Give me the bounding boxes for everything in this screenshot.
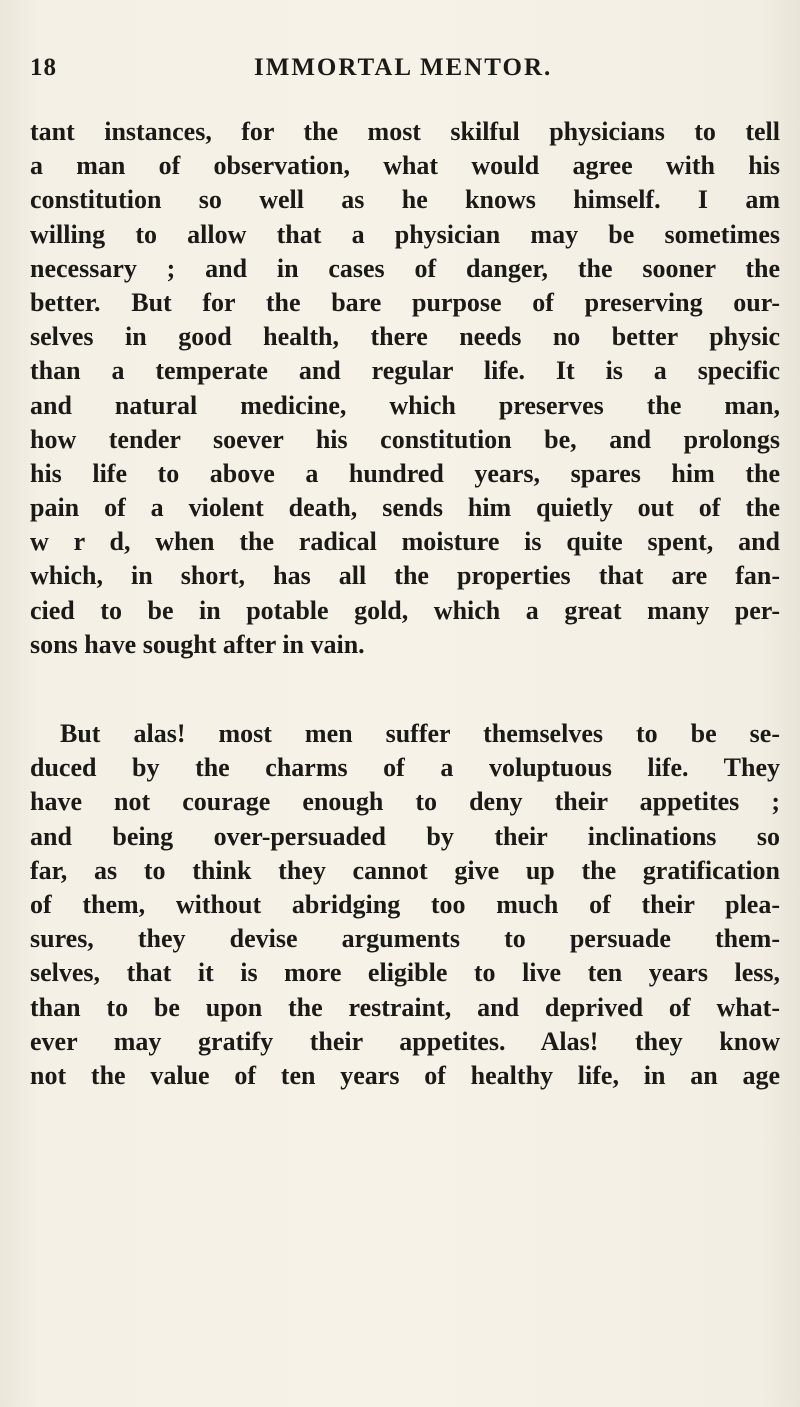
text-line: tant instances, for the most skilful physicians to tell [30, 117, 780, 146]
text-line: sons have sought after in vain. [30, 629, 365, 659]
paragraph-gap [30, 662, 780, 717]
text-line: willing to allow that a physician may be sometimes [30, 219, 780, 249]
text-line: cied to be in potable gold, which a great many per- [30, 595, 780, 625]
text-line: w r d, when the radical moisture is quite spent, and [30, 527, 780, 557]
text-line: than a temperate and regular life. It is a specific [30, 356, 780, 386]
text-line: how tender soever his constitution be, and prolongs [30, 424, 780, 454]
text-line: selves, that it is more eligible to live ten years less, [30, 958, 780, 988]
text-line: far, as to think they cannot give up the gratification [30, 855, 780, 885]
text-line: and natural medicine, which preserves the man, [30, 390, 780, 420]
text-line: a man of observation, what would agree with his [30, 151, 780, 181]
text-line: selves in good health, there needs no better physic [30, 322, 780, 352]
text-line: ever may gratify their appetites. Alas! they know [30, 1026, 780, 1056]
running-head [30, 54, 770, 94]
running-title: IMMORTAL MENTOR. [254, 54, 553, 81]
text-line: than to be upon the restraint, and deprived of what- [30, 992, 780, 1022]
page-number: 18 [30, 54, 57, 81]
text-line: not the value of ten years of healthy life, in an age [30, 1060, 780, 1090]
body-text [30, 115, 780, 1093]
text-line: But alas! most men suffer themselves to be se- [60, 719, 780, 748]
text-line: duced by the charms of a voluptuous life. They [30, 753, 780, 783]
text-line: constitution so well as he knows himself. I am [30, 185, 780, 215]
text-line: pain of a violent death, sends him quietly out of the [30, 493, 780, 523]
text-line: his life to above a hundred years, spares him the [30, 458, 780, 488]
text-line: have not courage enough to deny their appetites ; [30, 787, 780, 817]
text-line: necessary ; and in cases of danger, the sooner the [30, 253, 780, 283]
text-line: of them, without abridging too much of their plea- [30, 889, 780, 919]
text-line: sures, they devise arguments to persuade them- [30, 924, 780, 954]
text-line: and being over-persuaded by their inclinations so [30, 821, 780, 851]
paragraph-2 [30, 717, 780, 1093]
text-line: better. But for the bare purpose of preserving our- [30, 287, 780, 317]
text-line: which, in short, has all the properties that are fan- [30, 561, 780, 591]
paragraph-1 [30, 115, 780, 662]
